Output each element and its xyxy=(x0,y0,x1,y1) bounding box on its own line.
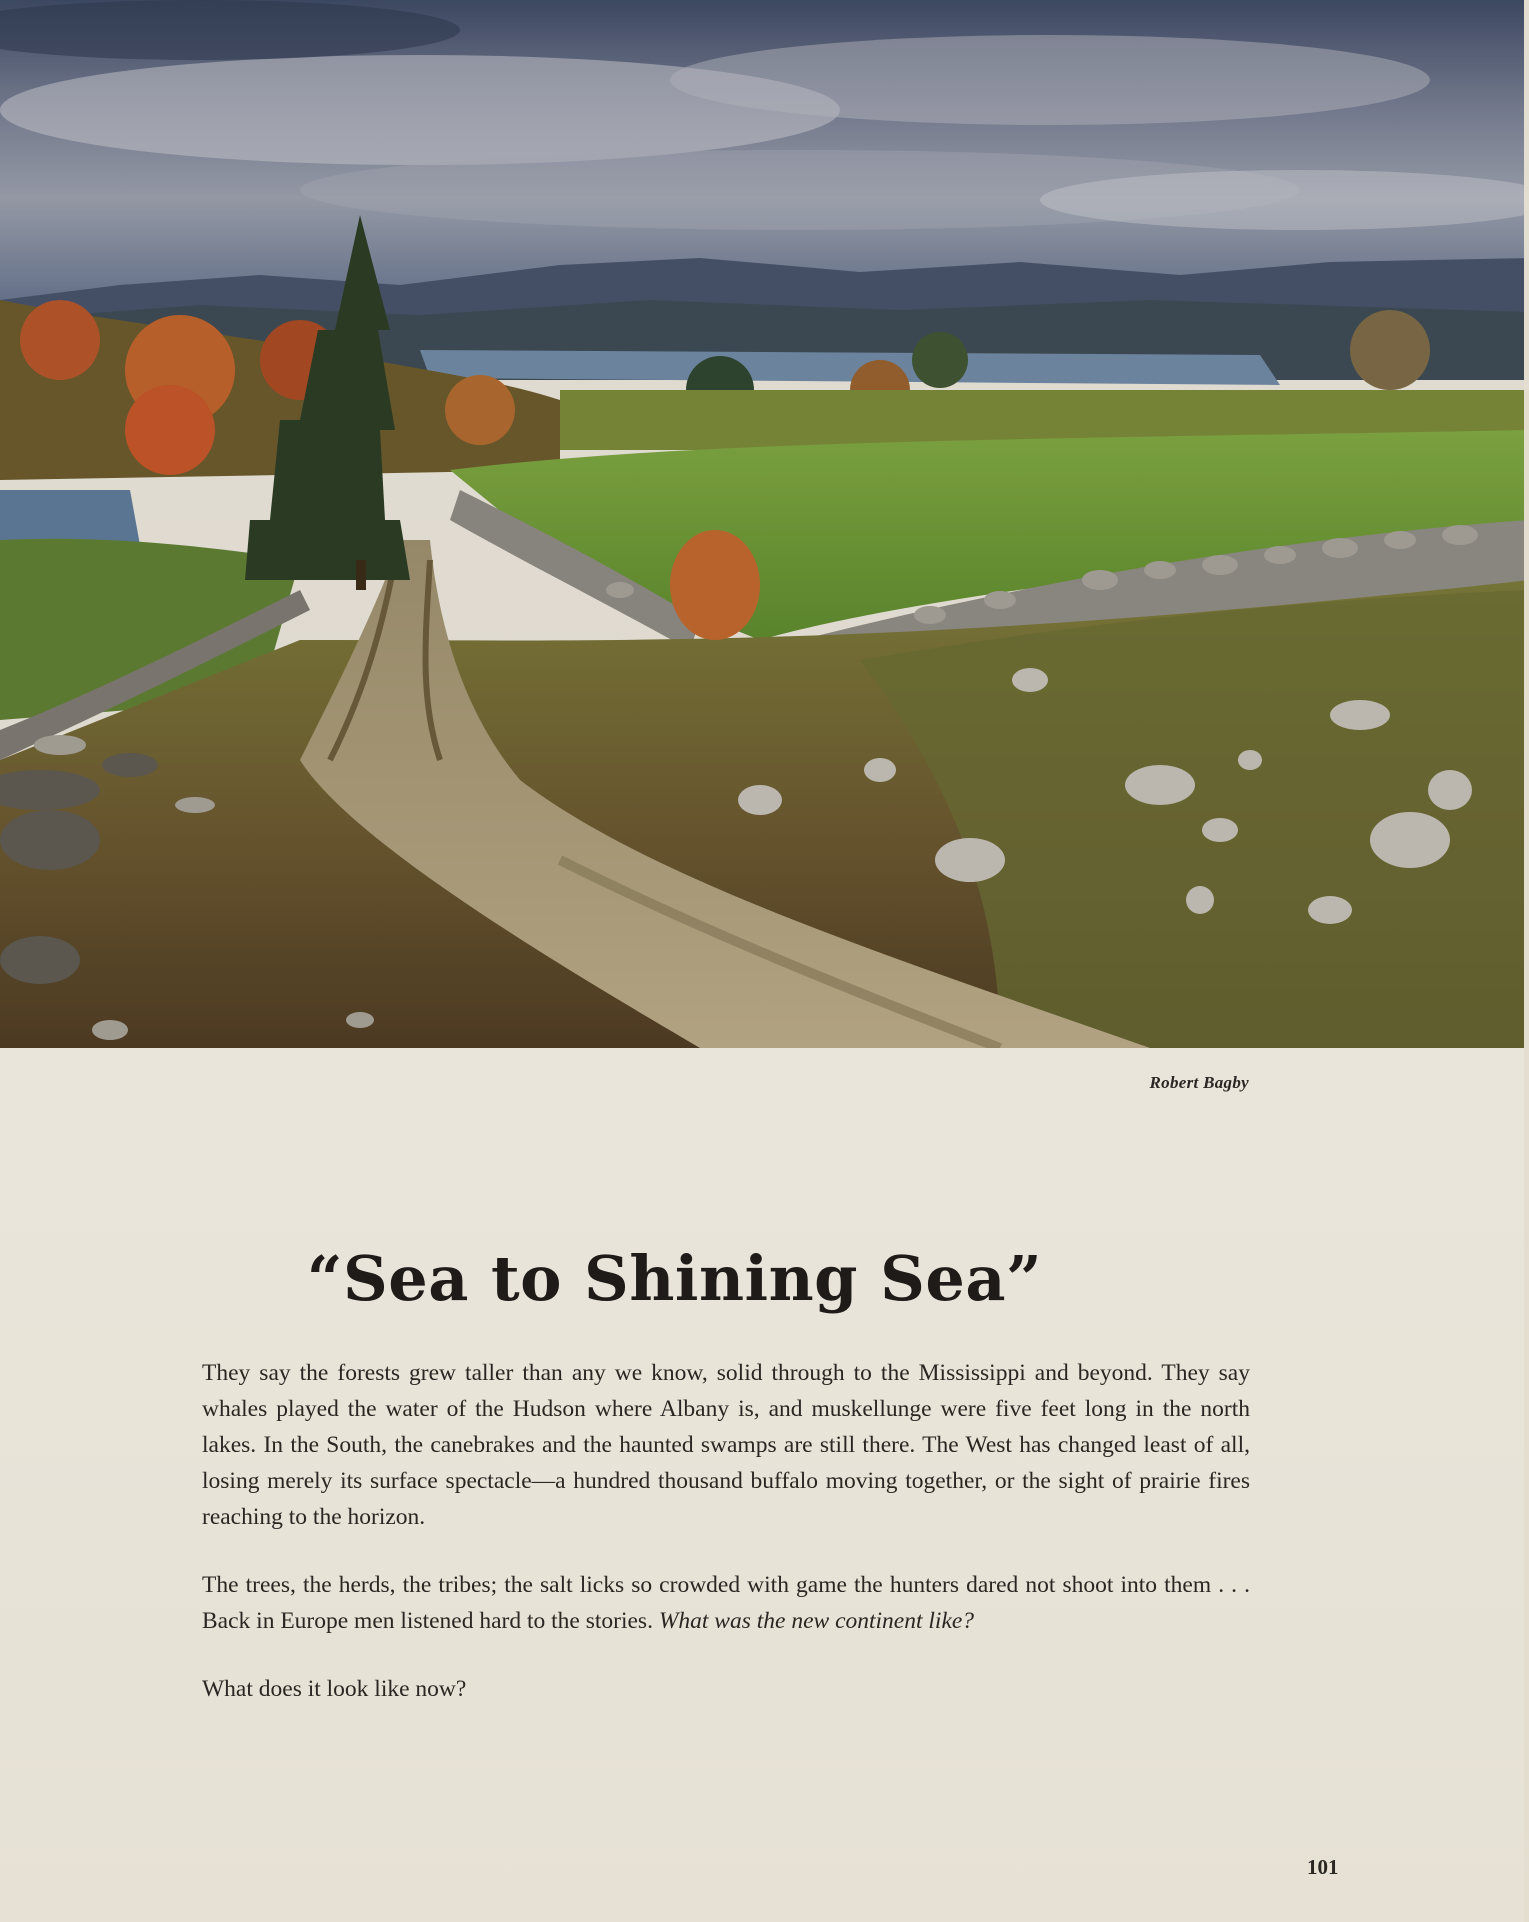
paragraph-2 xyxy=(202,1567,1250,1639)
article-body xyxy=(202,1355,1250,1707)
page-number: 101 xyxy=(1307,1855,1339,1879)
page-edge xyxy=(1524,0,1529,1922)
photo-credit: Robert Bagby xyxy=(1149,1073,1249,1092)
paragraph-3: What does it look like now? xyxy=(202,1676,467,1702)
paragraph-2-italic-question: What was the new continent like? xyxy=(658,1608,975,1634)
paragraph-2-text: The trees, the herds, the tribes; the salt licks so crowded with game the hunters dared not shoot into them . . . Back in Europe men listened hard to the stories. xyxy=(202,1572,1250,1634)
paragraph-1: They say the forests grew taller than any we know, solid through to the Mississippi and beyond. They say whales played the water of the Hudson where Albany is, and muskellunge were five feet long in the north lakes. In the South, the canebrakes and the haunted swamps are still there. The West has changed least of all, losing merely its surface spectacle—a hundred thousand buffalo moving together, or the sight of prairie fires reaching to the horizon. xyxy=(202,1360,1250,1530)
article-title: “Sea to Shining Sea” xyxy=(306,1241,1043,1315)
